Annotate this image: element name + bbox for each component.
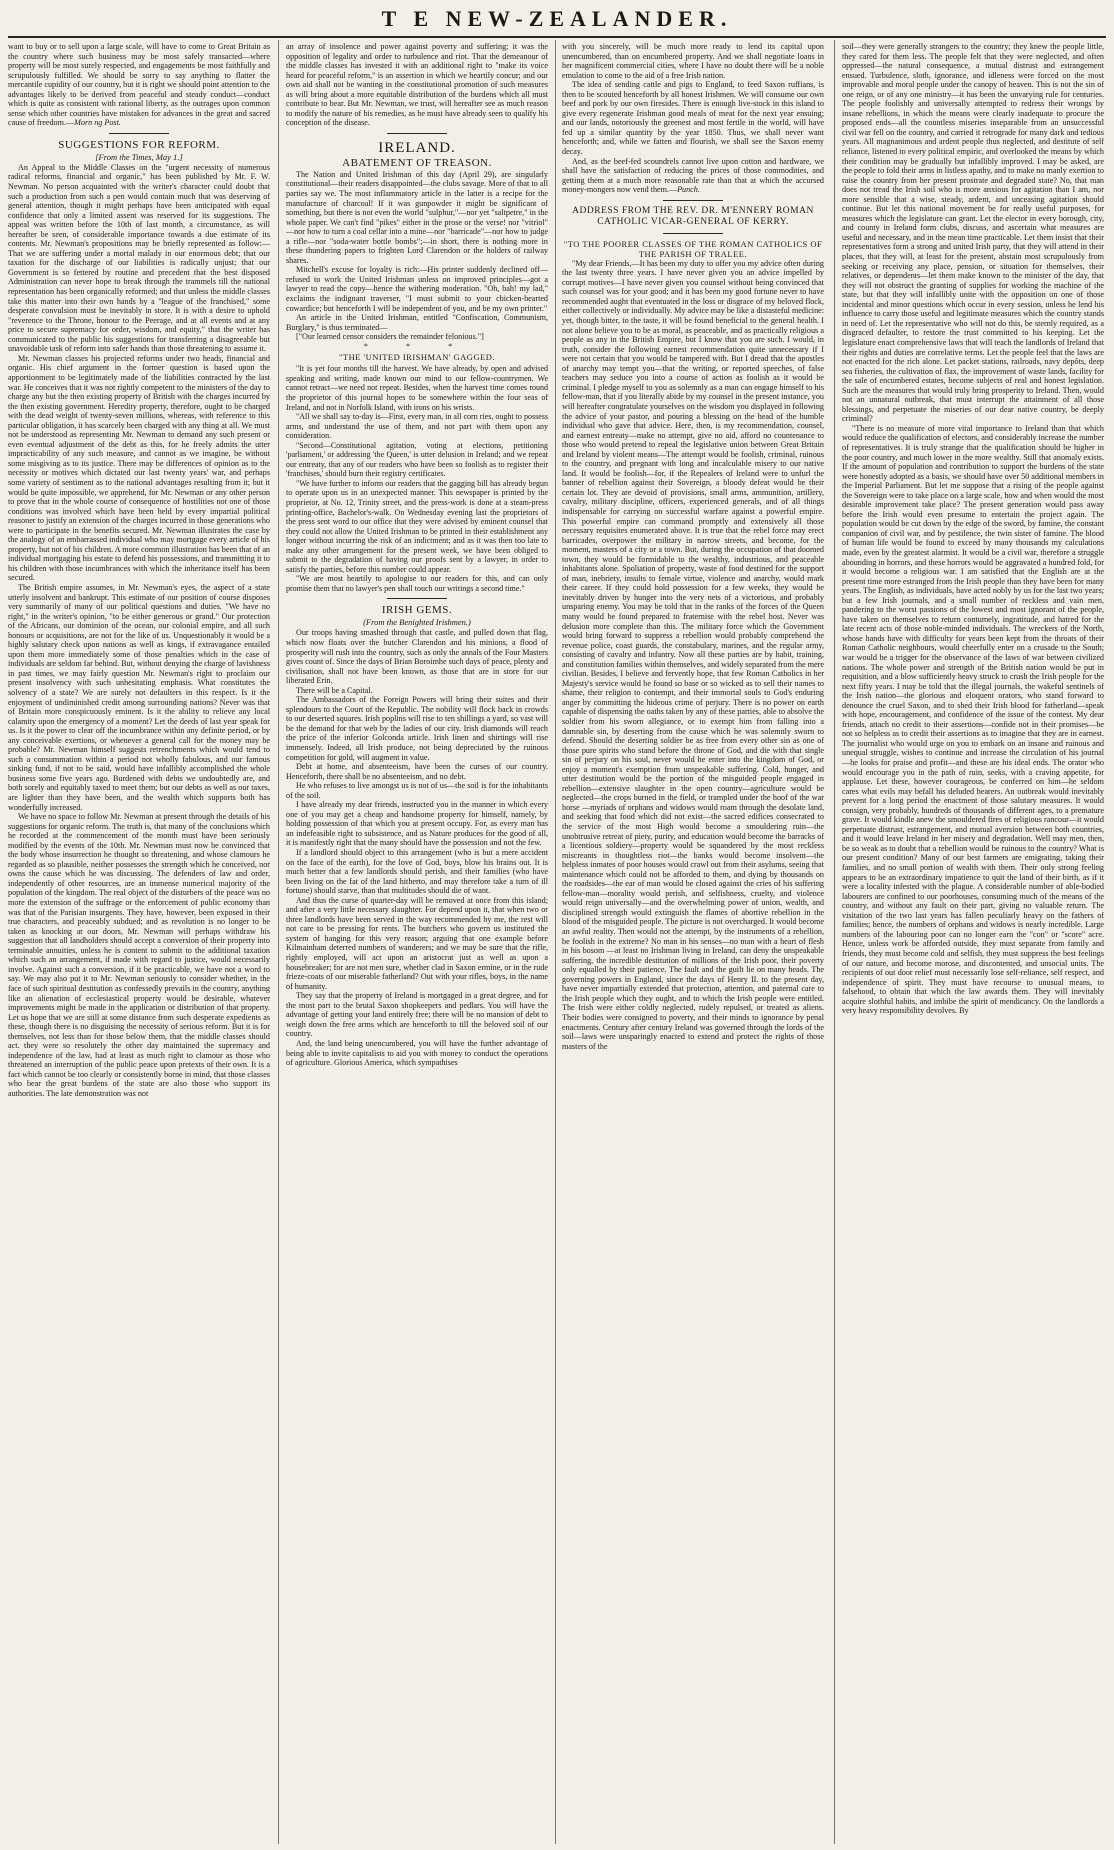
- paragraph: an array of insolence and power against poverty and suffering; it was the opposition of legality and order to turbulence and riot. That the demeanour of the middle classes has invested it with an additional right to "make its voice heard for peaceful reform," is an assertion in which we heartily concur; and our own aid shall not be wanting in the constitutional promotion of such measures as will bring about a more equitable distribution of the burdens which all must contribute to bear. But Mr. Newman, we trust, will hereafter see as much reason to modify the nature of his remedies, as he must have already seen to qualify his conception of the disease.: [286, 42, 548, 128]
- paragraph: "We have further to inform our readers that the gagging bill has already begun to operate upon us in an unexpected manner. This newspaper is printed by the proprietor, at No. 12, Trinity street, and the press-work is done at a steam-press printing-office, Bachelor's-walk. On Wednesday evening last the proprietors of the press sent word to our office that they were advised by eminent counsel that they could not allow the United Irishman to be printed in their establishment any longer without incurring the risk of an indictment; and as it was then too late to make any other arrangement for the present week, we have been obliged to submit to the degradation of having our proofs sent by a lawyer, in order to satisfy the parties, before this number could appear.: [286, 478, 548, 574]
- article-heading: IRELAND.: [378, 139, 456, 156]
- separator: [663, 233, 723, 234]
- paragraph: "We are most heartily to apologise to our readers for this, and can only promise them that no lawyer's pen shall touch our writings a second time.": [286, 574, 548, 593]
- paragraph: "There is no measure of more vital importance to Ireland than that which would reduce the qualification of electors, and considerably increase the number of representatives. It is truly strange that the qualification should be higher in the poor country, and much lower in the more wealthy. Still that anomaly exists. If the amount of population and contribution to support the burdens of the state were honestly adopted as a basis, we should have over 50 additional members in the Imperial Parliament. But let me suppose that a rising of the people against the Sovereign were to take place on a large scale, how and when would the most desirable improvement take place? The present generation would pass away before the Irish would even presume to entertain the project again. The population would be cut down by the edge of the sword, by famine, the constant companion of civil war, and by pestilence, the twin sister of famine. The blood of human life would be found to exceed by many thousands my calculations made, even by the greatest alarmist. It would be a civil war, therefore a struggle abounding in horrors, and these horrors would be aggravated a hundred fold, for it would become a religious war. I am satisfied that the English are at the present time more estranged from the Irish people than they have been for many years. The English, as individuals, have acted nobly by us for the last two years; but a few Irish journals, and a small number of reckless and vain men, pandering to the worst passions of the lowest and most ignorant of the people, have taken on themselves to return contumely, ingratitude, and hatred for the late recent acts of those noble-minded individuals. The wreckers of the North, whose hands have with difficulty for years been kept from the throats of their Roman Catholic neighbours, would cheerfully enter on a crusade to the South; war would be a trigger for the observance of the laws of war between civilized nations. The whole power and strength of the British nation would be put in requisition, and a blow sufficiently heavy struck to crush the Irish people for the next fifty years. I may be told that the illegal journals, the wakeful sentinels of the Irish nation—the glorious and eloquent orators, who stand forward to denounce the cruel Saxon, and to shed their Irish blood for fatherland—speak with hope, encouragement, and confidence of the issue of the contest. My dear friends, attach no credit to their assertions—confide not in their promises—be not so helpless as to credit their assertions as to imagine that they are in earnest. The journalist who would urge on you to embark on an insane and ruinous and unequal struggle, wishes to continue and increase the circulation of his journal—he looks for praise and profit—and these are his ideal ends. The orator who would encourage you in the path of ruin, seeks, with a craving appetite, for applause. Let these, however courageous, be conferred on him—he seldom cares what evils may befall his deluded hearers. An outbreak would inevitably prevent for a long period the enactment of those salutary measures. It would consign, very probably, hundreds of thousands of different ages, to a premature grave. It would kindle anew the smouldered fires of religious rancour—it would perpetuate distrust, estrangement, and mutual aversion between both countries, and it would leave Ireland in her misery and degradation. Well may men, then, be so weak as to doubt that a rebellion would be ruinous to the country? What is our present condition? Many of our best farmers are emigrating, taking their families, and no small portion of wealth with them. Their only strong feeling appears to be an extraordinary impatience to quit the land of their birth, as if it were a locality infested with the plague. A considerable number of able-bodied labourers are confined to our poorhouses, consuming much of the means of the country, and without any fault on their part, giving no valuable return. The visitation of the two last years has fallen peculiarly heavy on the fathers of families; hence, the numbers of orphans and widows is nearly incredible. Large numbers of the labouring poor can no longer earn the "con" or "score" acre. Hence, unless work be afforded outside, they must separate from family and friends, they must become cold and selfish, they must suppress the best feelings of our nature, and become morose, and discontented, and unsocial units. The recipients of out door relief must necessarily lose self-reliance, self respect, and independence of spirit. They must have recourse to unusual means, to falsehood, to obtain that which the law awards them. They will inevitably acquire slothful habits, and imbibe the spirit of mendicancy. On the landlords a very heavy responsibility devolves. By: [842, 423, 1104, 1016]
- paragraph: And, the land being unencumbered, you will have the further advantage of being able to invite capitalists to aid you with money to conduct the operations of agriculture. Glorious America, which sympathises: [286, 1038, 548, 1068]
- paragraph: Our troops having smashed through that castle, and pulled down that flag, which now floats over the butcher Clarendon and his minions, a flood of prosperity will rush into the country, such as only the annals of the Four Masters gives count of. Since the days of Brian Boroimhe such days of peace, plenty and civilisation, shall not have been known, as those that are in store for our liberated Erin.: [286, 628, 548, 686]
- paragraph: He who refuses to live amongst us is not of us—the soil is for the inhabitants of the soil.: [286, 781, 548, 800]
- column-4: [842, 42, 1104, 1842]
- asterisks: * * *: [363, 341, 471, 351]
- paragraph: ["Our learned censor considers the remainder felonious."]: [296, 332, 484, 342]
- column-2: [286, 42, 548, 1842]
- column-divider: [278, 40, 279, 1844]
- paragraph: There will be a Capital.: [296, 685, 373, 695]
- paragraph: "All we shall say to-day is—First, every man, in all corn ries, ought to possess arms, and understand the use of them, and not part with them upon any consideration.: [286, 412, 548, 441]
- paragraph: soil—they were generally strangers to the country; they knew the people little, they cared for them less. The people felt that they were neglected, and often oppressed—the natural consequence, a mutual distrust and estrangement ensued. Turbulence, sloth, ignorance, and idleness were forced on the most improvable and moral people under the canopy of heaven. This is not the sin of one reign, or of any one ministry—it has been the unvarying rule for centuries. The people foolishly and universally attempted to redress their wrongs by insane rebellions, in which the means were clearly inadequate to procure the proposed ends—all the countless miseries inseparable from an unsuccessful civil war fell on the country, and carried it retrograde for many dark and tedious years. All magnanimous and ardent people thus neglected, and destitute of self reliance, listened to every political empiric, and overlooked the means by which their condition may be gradually but infallibly improved. I may be asked, are the people to fold their arms in listless apathy, and to make no manly exertion to raise the country from her present prostrate and degraded state? No, that man does not tread the Irish soil who is more anxious for agitation than I am, nor more sensible that a wise, steady, ardent, and unceasing agitation should continue. But let this national movement be for really useful purposes, for measures which the legislature can grant. Let the elector in every borough, city, and county in Ireland form clubs, discuss, and ascertain what measures are useful and necessary, and in the mean time practicable. Let them insist that their representatives form a strong and united Irish party, that they will attend in their places, that they will, at least for the present, abstain most scrupulously from seeking or receiving any place, pension, or situation for themselves, their relatives, or dependents—let them make known to the minister of the day, that they will not obstruct the granting of supplies for working the machine of the state, but that they will infallibly unite with the opposition on one of those incidental and minor questions which occur in every session, unless he lend his influence to carry those useful and legitimate measures which the country stands in need of. Let the representative who will not do this, be sternly required, as a disgraced defaulter, to restore the trust committed to his keeping. Let the legislature enact comprehensive laws that will teach the landlords of Ireland that their rights and duties are correlative terms. Let the people feel that the laws are not enacted for the rich alone. Let packet stations, railroads, navy depôts, deep sea fisheries, the cultivation of flax, the improvement of waste lands, facility for the sale of encumbered estates, become subjects of real and honest legislation. Such are the measures that would truly bring prosperity to Ireland. Then, would not an unnatural outbreak, that must interrupt the attainment of all those blessings, and perpetuate the miseries of our dear native country, be deeply criminal?: [842, 42, 1104, 424]
- article-source: (From the Benighted Irishmen.): [363, 617, 471, 628]
- article-heading: ADDRESS FROM THE REV. DR. M'ENNERY ROMAN CATHOLIC VICAR-GENERAL OF KERRY.: [572, 205, 814, 227]
- masthead-rule: [8, 36, 1106, 38]
- paragraph: And thus the curse of quarter-day will be removed at once from this island; and after a very little necessary slaughter. For depend upon it, that when two or three landlords have been served in the way recommended by me, the rest will not care to be pressing for rents. The butchers who govern us instituted the system of hanging for this very reason; arguing that one example before Kilmainham deterred numbers of wanderers; and we may be sure that the rifle, rightly employed, will act upon an aristocrat just as well as upon a housebreaker; for are not men sure, whether clad in Saxon ermine, or in the rude frieze-coats of our miserable fatherland? Out with your rifles, boys, in the name of humanity.: [286, 895, 548, 991]
- paragraph: Mr. Newman classes his projected reforms under two heads, financial and organic. His chief argument in the former question is based upon the apportionment to be legitimately made of the liabilities contracted by the last war. He conceives that it was not rightly competent to the ministers of the day to charge any but the then existing property of British with the charges incurred by the then existing government. Heredity property, therefore, ought to be charged with the dead weight of twenty-seven millions, whereas, with reference to this particular obligation, it has scarcely been charged with any thing at all. We must not be understood as representing Mr. Newman to demand any such present or even eventual adjustment of the debt as this, for he freely admits the utter impracticability of any such measure, and cannot as we imagine, be without some misgiving as to its justice. There may be differences of opinion as to the necessity or motives which dictated our last twenty years' war, and perhaps some variety of sentiment as to the national advantages resulting from it; but it would be quite impossible, we apprehend, for Mr. Newman or any other person to prove that in the whole course of consequence of hostilities not one of those conditions was involved which have been held by every impartial political reasoner to justify an extension of the charges incurred in those generations who were to participate in the benefits secured. Mr. Newman illustrates the case by the analogy of an embarrassed individual who may mortgage every article of his property, but not of his children. A more common illustration has been that of an individual mortgaging his estate to defend his possessions, and transmitting it to his children with those incumbrances with which the inheritance itself has been secured.: [8, 353, 270, 583]
- paragraph: "It is yet four months till the harvest. We have already, by open and advised speaking and writing, made known our mind to our fellow-countrymen. We cannot retract—we need not repeat. Besides, when the harvest time comes round the proprietor of this journal hopes to be somewhere within the four seas of Ireland, and not in Norfolk Island, with irons on his wrists.: [286, 364, 548, 412]
- column-divider: [834, 40, 835, 1844]
- article-heading: SUGGESTIONS FOR REFORM.: [58, 138, 220, 151]
- separator: [663, 200, 723, 201]
- column-3: [562, 42, 824, 1842]
- quoted-heading: "THE 'UNITED IRISHMAN' GAGGED.: [338, 352, 496, 363]
- paragraph: The Nation and United Irishman of this day (April 29), are singularly constitutional—their readers disappointed—the clubs savage. More of that to all parties say we. The most inflammatory article in the latter is a recipe for the manufacture of charcoal! If it was gunpowder it might be significant of something, but there is not even the world "sulphur,"—nor yet "saltpetre," in the whole paper. We can't find "pikes" either in the prose or the verse! nor "vitriol" —nor how to turn a coal cellar into a mine—nor "barricade"—nor how to judge a rifle—nor "soda-water bottle bombs";—in short, there is nothing more in these thundering papers to frighten Lord Clarendon or the holders of railway shares.: [286, 169, 548, 265]
- paragraph: If a landlord should object to this arrangement (who is but a mere accident on the face of the earth), for the love of God, boys, blow his brains out. It is much better that a few landlords should perish, and their families (who have been living on the fat of the land hitherto, and may therefore take a turn of ill fortune) should starve, than that multitudes should die of want.: [286, 848, 548, 896]
- salutation: "TO THE POORER CLASSES OF THE ROMAN CATHOLICS OF THE PARISH OF TRALEE.: [563, 238, 823, 259]
- column-divider: [555, 40, 556, 1844]
- separator: [109, 133, 169, 134]
- paragraph: The British empire assumes, in Mr. Newman's eyes, the aspect of a state utterly insolvent and bankrupt. This estimate of our position of course disposes very summarily of many of our political questions and duties. "We have no right," in the writer's opinion, "to be either generous or grand." Our protection of the Africans, our dominion of the ocean, our colonial empire, and all such honours or acquisitions, are not for the like of us. Unquestionably it would be a highly salutary check upon nations as well as kings, if extravagance entailed upon them more immediately some of those penalties which in the case of individuals are seldom far behind. But, without denying the charge of lavishness in past times, we may fairly question Mr. Newman's right to proclaim our present insolvency with such unhesitating emphasis. What constitutes the solvency of a state? We are surely not defaulters in this respect. Is it the enjoyment of undiminished credit among surrounding nations? Never was that of Britain more conspicuously eminent. Is it the ability to relieve any local calamity upon the emergency of a moment? Let the deeds of last year speak for us. Is it the power to clear off the incumbrance within any definite period, or by any conceivable exertions, or whenever a general call for the money may be probable? Mr. Newman himself suggests retrenchments which would tend to such a consummation within a period not wholly fabulous, and our famous sinking fund, if not to be said, would have infallibly accomplished the whole business some five years ago. Burdened with debts we undoubtedly are, and both sorely and equitably taxed to meet them; but our debts as well as our taxes, are lighter than they have been, and the wealth which supports both has wonderfully increased.: [8, 582, 270, 812]
- paragraph: "My dear Friends,—It has been my duty to offer you my advice often during the last twenty three years. I have never given you an advice impelled by corrupt motives—I have never given you counsel without being convinced that such counsel was for your good; and it has been my good fortune never to have recommended aught that eventuated in the loss or disgrace of my beloved flock, either collectively or individually. My advice may be like a distasteful medicine: yet, though bitter, to the taste, it will be found beneficial to the general health. I not alone believe you to be as moral, as peaceable, and as practically religious a people as any in the British Empire, but I know that you are such. I would, in truth, consider the following earnest recommendation quite unnecessary if I were not certain that you would be tampered with. But I dread that the apostles of anarchy may tempt you—that the writing, or reported speeches, of false teachers may seduce you into a course of action as foolish as it would be criminal. I pledge myself to you as solemnly as a man can engage himself to his fellow-man, that if you literally abide by my counsel in the present instance, you will hereafter congratulate yourselves on the wisdom you displayed in following the advice of your pastor, and pouring a blessing on the head of the humble individual who gave that advice. Here, then, is my recommendation, counsel, and earnest entreaty—make no attempt, give no aid, afford no countenance to those who would pretend to repeal the legislative union between Great Britain and Ireland by violent means—The attempt would be foolish, criminal, ruinous to the country, and pregnant with long and incalculable misery to our native land. It would be foolish—for, if the Repealers of Ireland were to unfurl the banner of rebellion against their Sovereign, a bloody defeat would be their certain lot. They are devoid of provisions, small arms, ammunition, artillery, cavalry, military discipline, officers, experienced generals, and of all things indispensable for carrying on successful warfare against a powerful empire. This powerful empire can command promptly and extensively all those necessary requisites enumerated above. It is true that the rebel force may erect barricades, overpower the military in narrow streets, and become, for the moment, masters of a city or a town. But, during the occupation of that doomed town, they would be formidable to the wealthy, industrious, and peaceable inhabitants alone. Spoliation of property, waste of food destined for the support of man, inebriety, insults to female virtue, violence and anarchy, would mark their career. If they could hold possession for a few weeks, they would be inevitably driven by hunger into the very nets of a victorious, and probably unsparing enemy. You may be told that in the ranks of the forces of the Queen many would be found prepared to fraternise with the rebel host. Never was delusion more complete than this. The military force which the Government would bring forward to suppress a rebellion would probably comprehend the revenue police, coast guards, the constabulary, marines, and the regular army, consisting of cavalry and infantry. Now all these parties are by habit, training, and constitution families within themselves, and widely separated from the mere civilian. Besides, I believe and fervently hope, that few Roman Catholics in her Majesty's service would be found so base or so wicked as to sell their names to shame, their religion to contempt, and their immortal souls to God's enduring anger by committing the hideous crime of perjury. There is no power on earth capable of dispensing the oaths taken by any of these parties, able to absolve the soldier from his sworn allegiance, or to exempt him from falling into a damnable sin, by deserting from the cause which he was solemnly sworn to defend. Should the deserting soldier be as free from every other sin as one of those pure spirits who stand before the throne of God, and die with that single sin of perjury on his soul, never would he enter into the kingdom of God, or enjoy a moment's exemption from unspeakable suffering. Cold, hunger, and utter destitution would be the portion of the misguided people engaged in rebellion—extensive slaughter in the open country—agriculture would be neglected—the crops burned in the field, or trampled under the hoof of the war horse —myriads of orphans and widows would roam through the desolate land, and seeking that food which did not exist—the sacred edifices consecrated to the service of the most High would become a smouldering ruin—the unobtrusive retreat of piety, purity, and education would become the barracks of a licentious soldiery—property would be squandered by the most reckless miscreants in thoughtless riot—the banks would become insolvent—the helpless inmates of poor houses would crawl out from their asylums, seeing that maintenance which could not be afforded to them, and dying by thousands on the roadsides—the ear of man would be closed against the cries of his suffering fellow-man—morality would perish, and selfishness, cruelty, and violence would reign universally—and the overwhelming power of union, wealth, and disciplined strength would extinguish the flames of abortive rebellion in the blood of the misguided people. The picture is not overcharged. It would become an awful reality. Then would not the attempt, by the instruments of a rebellion, be foolish in the extreme? No man in his senses—no man with a heart of flesh in his bosom —at least no Irishman living in Ireland, can deny the unspeakable suffering, the incredible destitution of millions of the Irish poor, their poverty only equalled by their patience. The fault and the guilt lie on many heads. The governing powers in England, since the days of Henry II. to the present day, have never impartially extended that protection, attention, and paternal care to the Irish people which they ought, and to which the Irish people were entitled. The Irish were either coldly neglected, rudely repulsed, or treated as aliens. Their bodies were consigned to poverty, and their minds to ignorance by penal enactments. Century after century Ireland was governed through the lords of the soil—laws were unsparingly enacted to extend and protect the rights of those masters of the: [562, 258, 824, 1051]
- paragraph: I have already my dear friends, instructed you in the manner in which every one of you may get a cheap and handsome property for himself, namely, by holding possession of that which you at present occupy. For, as every man has an indefeasible right to subsistence, and as Nature produces for the good of all, it is manifestly right that the many should have the possession and not the few.: [286, 800, 548, 848]
- column-1: [8, 42, 270, 1842]
- paragraph: An article in the United Irishman, entitled "Confiscation, Communism, Burglary," is thus terminated—: [286, 313, 548, 332]
- article-subheading: ABATEMENT OF TREASON.: [342, 156, 492, 169]
- article-heading: IRISH GEMS.: [381, 604, 453, 617]
- paragraph: "Second—Constitutional agitation, voting at elections, petitioning 'parliament,' or addressing 'the Queen,' is utter delusion in Ireland; and we repeat our entreaty, that any of our readers who have been so foolish as to register their 'franchises,' should burn their registry certificates.: [286, 440, 548, 479]
- paragraph: An Appeal to the Middle Classes on the "urgent necessity of numerous radical reforms, financial and organic," has been published by Mr. F. W. Newman. No person acquainted with the writer's character could doubt that such a production from such a pen would contain much that was deserving of general attention, though it might perhaps have been anticipated with equal confidence that only a limited assent was reserved for its suggestions. The appeal was written before the 10th of last month, a circumstance, as will hereafter be seen, of considerable importance towards a due estimate of its contents. Mr. Newman's propositions may be briefly represented as follow:—That we are suffering under a mortal malady in our enormous debt; that our taxation for the discharge of our liabilities is radically unjust; that our Government is so fettered by routine and precedent that the best disposed Administration can never hope to break through the trammels till the national representation has been organically reformed; and that unless the middle classes take this matter into their own hands by a "league of the franchised," some desperate convulsion must be inevitably in store. It is with a desire to uphold "reverence to the Throne, honour to the Peerage, and at all events and at any price to secure supremacy for order, wisdom, and equity," that the writer has communicated to the public his suggestions for transferring a disagreeable but unavoidable task of reform into safer hands than those threatening to assume it.: [8, 162, 270, 354]
- paragraph: The Ambassadors of the Foreign Powers will bring their suites and their splendours to the Court of the Republic. The nobility will flock back in crowds to our deserted squares. Irish poplins will rise to ten shillings a yard, so vast will be the demand for that web by the ladies of our city. Irish diamonds will reach the price of the inferior Golconda article. Irish linen and shirtings will rise immensely. Indeed, all Irish produce, not being depreciated by the ruinous competition for gold, will augment in value.: [286, 695, 548, 762]
- paragraph: want to buy or to sell upon a large scale, will have to come to Great Britain as the country where such business may be most safely transacted—where property will be most surely respected, and engagements be most faithfully and scrupulously fulfilled. We should be sorry to say anything to flatter the mercantile cupidity of our country, but it is right we should point attention to the advantages likely to be derived from peaceful and steady conduct—conduct which is quite as consistent with rational liberty, as the outrages upon common sense which other countries have mistaken for advances in the great and sacred cause of freedom.—Morn ng Post.: [8, 42, 270, 128]
- paragraph: Debt at home, and absenteeism, have been the curses of our country. Henceforth, there shall be no absenteeism, and no debt.: [286, 762, 548, 781]
- paragraph: The idea of sending cattle and pigs to England, to feed Saxon ruffians, is then to be scouted henceforth by all honest Irishmen. We will consume our own beef and pork by our own firesides. There is enough live-stock in this island to give every regenerate Irishman good meals of meat for the next year ensuing; and our lands, notoriously the greenest and most fertile in the world, will have fed up a similar quantity by the year 1850. Thus, we shall never want henceforth; and, while we fatten and flourish, we shall see the Saxon enemy decay.: [562, 80, 824, 157]
- paragraph: We have no space to follow Mr. Newman at present through the details of his suggestions for organic reform. The truth is, that many of the conclusions which he recorded at the commencement of the month must have been seriously modified by the events of the 10th. Mr. Newman must now be convinced that the body whose insurrection he thought so threatening, and whose clamours he regarded as so plausible, neither possesses the strength which he conceived, nor owns the cause which he was discussing. The defenders of law and order, independently of other resources, are an immense numerical majority of the population of the kingdom. The real object of the disturbers of the peace was no more the extension of the suffrage or the enforcement of public economy than was that of the Parisian insurgents. They have, however, been exposed in their true characters, and peaceably subdued; and as revolution is no longer to be taken as knocking at our doors, Mr. Newman will perhaps withdraw his suggestion that all landholders should accept a conversion of their property into terminable annuities, unless he is content to submit to the additional taxation which such an arrangement, if made with regard to justice, would necessarily involve. Against such a conversion, if it be practicable, we have not a word to say. We may also put it to Mr. Newman seriously to consider whether, in the face of such spiritual destitution as confessedly prevails in the country, anything like an alienation of ecclesiastical property would be desirable, whatever improvements might be made in the application or distribution of that property. Let us hope that we are still at some distance from such desperate expedients as these, though there is no disguising the necessity of serious reform. But it is for themselves, not less than for those below them, that the middle classes should act. they were so resolutely the other day maintained the supremacy and independence of the law, had at least as much right to clamour as those who threatened an interruption of the public peace upon pretexts of their own. It is a fact which cannot be too clearly or consistently borne in mind, that those classes who bear the great burdens of the state are also those who support its authorities. The late demonstration was not: [8, 812, 270, 1098]
- separator: [387, 598, 447, 599]
- paragraph: And, as the beef-fed scoundrels cannot live upon cotton and hardware, we shall have the satisfaction of reducing the prices of those commodities, and getting them at a much more reasonable rate than that at which the accursed money-mongers now vend them.—Punch.: [562, 156, 824, 195]
- article-source: [From the Times, May 1.]: [95, 151, 183, 162]
- paragraph: Mitchell's excuse for loyalty is rich:—His printer suddenly declined off—refused to work the United Irishman unless on improved principles—got a lawyer to read the copy—hence the withering moderation. "Oh, bah! my lad," exclaims the indignant traverser, "I must submit to your chicken-hearted cowardice; but henceforth I will be independent of you, and be my own printer.": [286, 265, 548, 313]
- paragraph: They say that the property of Ireland is mortgaged in a great degree, and for the most part to the brutal Saxon shopkeepers and pedlars. You will have the advantage of getting your land entirely free; there will be no mansion of debt to weigh down the free arms which are henceforth to till the beloved soil of our country.: [286, 991, 548, 1039]
- masthead: T E NEW-ZEALANDER.: [381, 6, 733, 31]
- separator: [387, 133, 447, 134]
- paragraph: with you sincerely, will be much more ready to lend its capital upon unencumbered, than on encumbered property. And we shall negotiate loans in her magnificent commercial cities, where I have no doubt there will be a noble emulation to come to the aid of a free Irish nation.: [562, 42, 824, 80]
